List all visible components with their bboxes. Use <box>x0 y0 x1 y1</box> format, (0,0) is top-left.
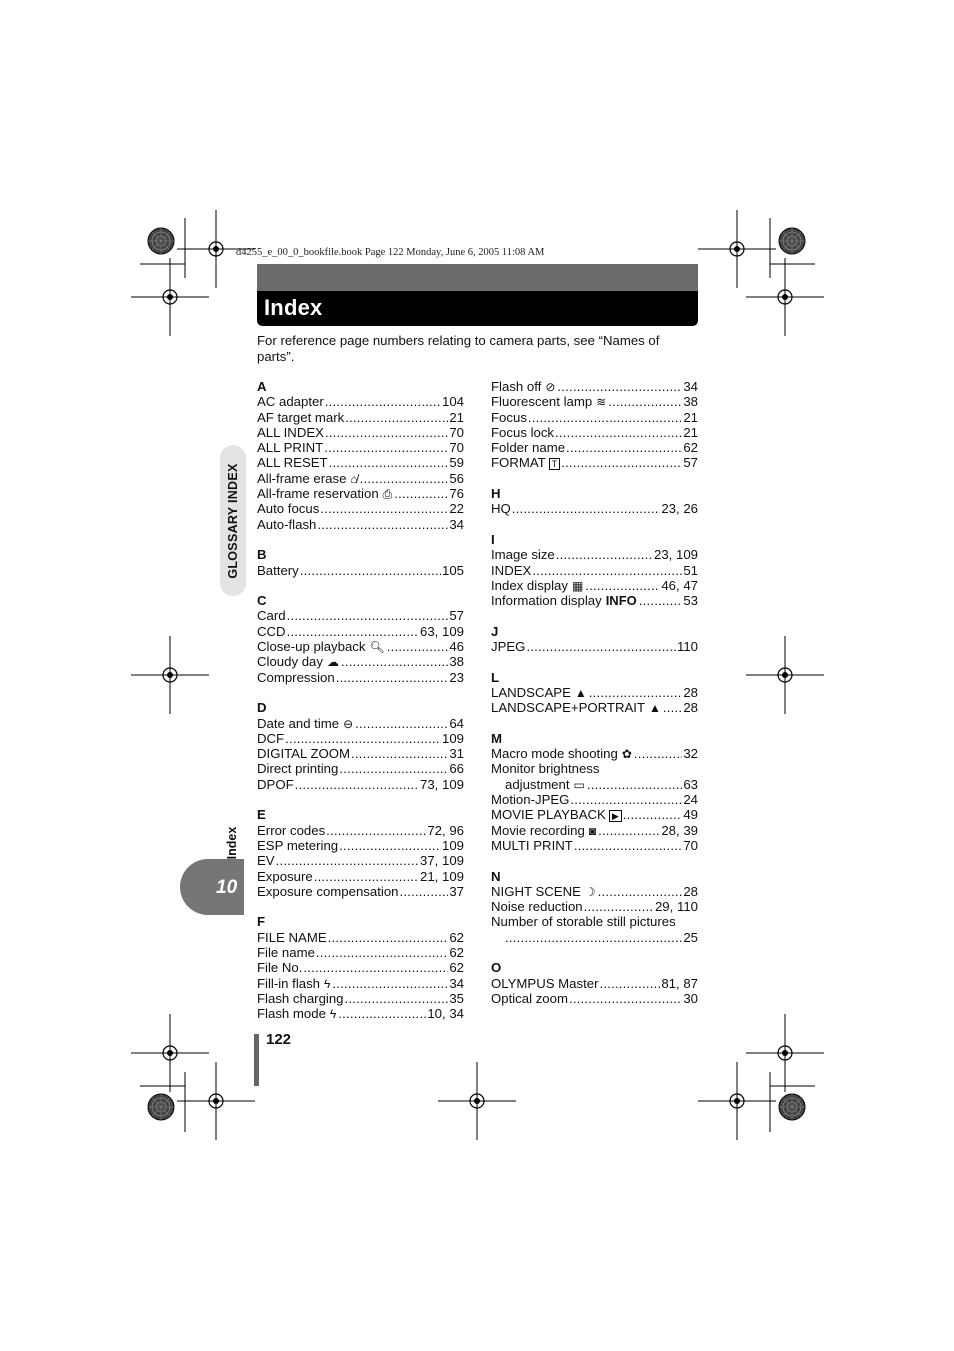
entry-label: Auto-flash <box>257 516 317 532</box>
entry-label: Number of storable still pictures <box>491 914 676 930</box>
index-entry[interactable] <box>257 945 464 960</box>
entry-page: 66 <box>449 761 464 777</box>
entry-page: 28, 39 <box>661 822 698 838</box>
entry-icon: ▭ <box>573 777 585 792</box>
entry-icon: ϟ <box>324 976 331 991</box>
index-section <box>491 670 698 716</box>
entry-label: DPOF <box>257 776 294 792</box>
index-entry[interactable] <box>257 761 464 776</box>
leader-dots <box>399 884 448 899</box>
index-entry[interactable] <box>491 578 698 593</box>
entry-icon: ▦ <box>571 578 584 593</box>
entry-label: Exposure compensation <box>257 883 399 899</box>
entry-page: 81, 87 <box>661 975 698 991</box>
index-entry[interactable] <box>491 501 698 516</box>
leader-dots <box>276 853 419 868</box>
leader-dots <box>587 777 682 792</box>
entry-icon: ◙ <box>588 823 597 838</box>
leader-dots <box>505 930 682 945</box>
index-entry[interactable] <box>491 379 698 394</box>
entry-label: Monitor brightness <box>491 761 600 777</box>
entry-page: 57 <box>449 608 464 624</box>
index-section <box>257 807 464 899</box>
entry-icon: ☁ <box>326 655 339 670</box>
leader-dots <box>326 823 426 838</box>
leader-dots <box>561 455 682 470</box>
entry-icon: ϟ <box>329 1007 337 1022</box>
entry-label: Information display <box>491 593 602 609</box>
index-entry[interactable] <box>491 807 698 822</box>
chapter-number: 10 <box>216 877 238 898</box>
index-entry[interactable] <box>257 425 464 440</box>
entry-label: FORMAT <box>491 455 546 471</box>
index-entry[interactable] <box>491 700 698 715</box>
index-entry[interactable] <box>257 517 464 532</box>
leader-dots <box>557 379 682 394</box>
index-entry[interactable] <box>257 455 464 470</box>
entry-page: 109 <box>441 730 464 746</box>
leader-dots <box>316 945 448 960</box>
entry-label: Error codes <box>257 822 326 838</box>
leader-dots <box>314 869 419 884</box>
entry-icon: ▲ <box>649 701 661 716</box>
index-entry[interactable] <box>257 639 464 654</box>
index-entry[interactable] <box>491 838 698 853</box>
section-letter: O <box>491 960 502 976</box>
entry-icon: ⌂̸ <box>350 471 358 486</box>
index-entry[interactable] <box>491 930 698 945</box>
entry-page: 32 <box>683 746 698 762</box>
entry-page: 37, 109 <box>420 853 464 869</box>
entry-page: 38 <box>449 654 464 670</box>
index-entry[interactable] <box>257 1006 464 1021</box>
leader-dots <box>339 838 441 853</box>
index-entry[interactable] <box>491 410 698 425</box>
entry-label: Card <box>257 608 286 624</box>
entry-page: 62 <box>449 929 464 945</box>
leader-dots <box>599 976 660 991</box>
entry-page: 25 <box>683 929 698 945</box>
glossary-index-tab[interactable] <box>220 445 246 596</box>
side-index-label <box>219 828 245 858</box>
leader-dots <box>585 578 660 593</box>
entry-page: 110 <box>676 639 698 655</box>
entry-page: 104 <box>441 394 464 410</box>
section-letter: L <box>491 669 500 685</box>
leader-dots <box>295 777 419 792</box>
entry-label: AC adapter <box>257 394 324 410</box>
leader-dots <box>555 425 682 440</box>
leader-dots <box>574 838 683 853</box>
entry-label: DIGITAL ZOOM <box>257 746 351 762</box>
entry-icon: ⊘ <box>545 380 556 394</box>
entry-label: Optical zoom <box>491 990 568 1006</box>
index-entry[interactable] <box>257 869 464 884</box>
index-entry[interactable] <box>257 670 464 685</box>
index-entry[interactable] <box>491 394 698 409</box>
entry-label: Battery <box>257 562 299 578</box>
entry-label: LANDSCAPE+PORTRAIT <box>491 700 646 716</box>
leader-dots <box>300 563 441 578</box>
entry-page: 62 <box>449 960 464 976</box>
leader-dots <box>532 563 682 578</box>
leader-dots <box>329 455 449 470</box>
entry-page: 10, 34 <box>427 1006 464 1022</box>
entry-label: Close-up playback <box>257 639 366 655</box>
leader-dots <box>556 547 653 562</box>
entry-label: Index display <box>491 577 568 593</box>
entry-label: Movie recording <box>491 822 585 838</box>
entry-label: LANDSCAPE <box>491 684 571 700</box>
index-section <box>491 869 698 945</box>
index-section <box>491 960 698 1006</box>
intro-text: For reference page numbers relating to camera parts, see “Names of parts”. <box>257 333 660 364</box>
section-letter: A <box>257 379 267 394</box>
entry-label: All-frame erase <box>257 470 347 486</box>
index-entry[interactable] <box>491 685 698 700</box>
entry-label: Image size <box>491 547 555 563</box>
index-entry[interactable] <box>257 563 464 578</box>
leader-dots <box>336 670 449 685</box>
chapter-tab[interactable] <box>180 859 244 915</box>
entry-label: ALL RESET <box>257 455 328 471</box>
leader-dots <box>328 930 449 945</box>
leader-dots <box>360 471 449 486</box>
index-entry[interactable] <box>257 486 464 501</box>
leader-dots <box>569 991 682 1006</box>
entry-page: 21 <box>683 424 698 440</box>
glossary-index-tab-label: GLOSSARY INDEX <box>226 462 240 579</box>
entry-label: Motion-JPEG <box>491 792 570 808</box>
entry-page: 24 <box>683 792 698 808</box>
entry-page: 23, 109 <box>654 547 698 563</box>
index-entry[interactable] <box>491 777 698 792</box>
index-entry[interactable] <box>257 960 464 975</box>
section-letter: B <box>257 547 267 563</box>
entry-page: 23, 26 <box>661 501 698 517</box>
page-title: Index <box>264 295 323 320</box>
index-entry[interactable] <box>491 639 698 654</box>
entry-page: 62 <box>683 440 698 456</box>
entry-label: HQ <box>491 501 511 517</box>
entry-page: 73, 109 <box>420 776 464 792</box>
index-column-left <box>257 379 464 1037</box>
leader-dots <box>570 792 682 807</box>
entry-page: 53 <box>683 593 698 609</box>
entry-icon: ⊖ <box>343 716 354 731</box>
index-entry[interactable] <box>257 930 464 945</box>
entry-icon: ▶ <box>609 810 622 822</box>
leader-dots <box>526 639 676 654</box>
entry-page: 63, 109 <box>420 623 464 639</box>
entry-label: Flash mode <box>257 1006 326 1022</box>
entry-page: 34 <box>449 975 464 991</box>
entry-label: JPEG <box>491 639 526 655</box>
entry-page: 46, 47 <box>661 577 698 593</box>
title-bar-bottom <box>257 291 698 326</box>
leader-dots <box>355 716 448 731</box>
entry-label: Compression <box>257 669 335 685</box>
leader-dots <box>598 823 660 838</box>
leader-dots <box>394 486 448 501</box>
index-entry[interactable] <box>491 593 698 608</box>
section-letter: E <box>257 807 266 823</box>
index-section <box>257 700 464 792</box>
index-column-right <box>491 379 698 1021</box>
entry-page: 57 <box>683 455 698 471</box>
index-entry[interactable] <box>257 471 464 486</box>
entry-label: File name <box>257 944 315 960</box>
entry-page: 49 <box>683 807 698 823</box>
entry-page: 21, 109 <box>420 868 464 884</box>
page-number-bar <box>254 1034 259 1086</box>
index-section <box>257 547 464 578</box>
index-entry[interactable] <box>257 731 464 746</box>
entry-label: Fluorescent lamp <box>491 394 593 410</box>
entry-label: ALL PRINT <box>257 440 324 456</box>
entry-page: 34 <box>449 516 464 532</box>
file-header: d4255_e_00_0_bookfile.book Page 122 Monday, June 6, 2005 11:08 AM <box>236 247 545 258</box>
entry-label: NIGHT SCENE <box>491 883 581 899</box>
entry-page: 62 <box>449 944 464 960</box>
entry-page: 70 <box>449 424 464 440</box>
leader-dots <box>345 991 449 1006</box>
leader-dots <box>634 746 682 761</box>
leader-dots <box>608 394 682 409</box>
index-entry[interactable] <box>491 761 698 776</box>
index-entry[interactable] <box>491 914 698 929</box>
entry-page: 23 <box>449 669 464 685</box>
index-entry[interactable] <box>257 746 464 761</box>
entry-icon: ≋ <box>596 395 607 410</box>
entry-icon: 🔍︎ <box>369 640 385 655</box>
entry-label: Folder name <box>491 440 566 456</box>
entry-page: 72, 96 <box>427 822 464 838</box>
leader-dots <box>345 410 448 425</box>
title-bar <box>257 264 698 326</box>
index-entry[interactable] <box>257 716 464 731</box>
entry-page: 51 <box>683 562 698 578</box>
index-section <box>491 532 698 608</box>
entry-page: 105 <box>441 562 464 578</box>
entry-label: Focus <box>491 409 527 425</box>
entry-page: 21 <box>683 409 698 425</box>
entry-page: 64 <box>449 715 464 731</box>
entry-page: 63 <box>683 776 698 792</box>
entry-page: 28 <box>683 883 698 899</box>
leader-dots <box>303 960 448 975</box>
entry-label: EV <box>257 853 275 869</box>
entry-label: CCD <box>257 623 286 639</box>
leader-dots <box>623 807 683 822</box>
entry-page: 56 <box>449 470 464 486</box>
entry-page: 37 <box>449 883 464 899</box>
entry-label: DCF <box>257 730 285 746</box>
entry-icon: ☽ <box>584 884 596 899</box>
title-bar-top <box>257 264 698 291</box>
index-entry[interactable] <box>257 976 464 991</box>
index-section <box>491 624 698 655</box>
leader-dots <box>287 608 449 623</box>
index-entry[interactable] <box>491 976 698 991</box>
leader-dots <box>285 731 441 746</box>
leader-dots <box>663 700 682 715</box>
index-entry[interactable] <box>491 455 698 470</box>
entry-page: 59 <box>449 455 464 471</box>
leader-dots <box>639 593 683 608</box>
leader-dots <box>584 899 654 914</box>
leader-dots <box>339 761 448 776</box>
entry-label: Cloudy day <box>257 654 323 670</box>
index-entry[interactable] <box>491 440 698 455</box>
index-entry[interactable] <box>257 991 464 1006</box>
index-entry[interactable] <box>491 547 698 562</box>
entry-label: Fill-in flash <box>257 975 321 991</box>
leader-dots <box>598 884 683 899</box>
index-section <box>257 914 464 1021</box>
entry-label: Macro mode shooting <box>491 746 618 762</box>
entry-page: 38 <box>683 394 698 410</box>
entry-label: AF target mark <box>257 409 345 425</box>
leader-dots <box>324 440 448 455</box>
entry-label: MOVIE PLAYBACK <box>491 807 606 823</box>
index-entry[interactable] <box>491 991 698 1006</box>
leader-dots <box>512 501 661 516</box>
index-entry[interactable] <box>257 501 464 516</box>
entry-page: 70 <box>683 837 698 853</box>
leader-dots <box>332 976 448 991</box>
index-entry[interactable] <box>491 884 698 899</box>
entry-page: 30 <box>683 990 698 1006</box>
page-number: 122 <box>266 1031 292 1048</box>
entry-page: 46 <box>449 639 464 655</box>
entry-page: 70 <box>449 440 464 456</box>
index-entry[interactable] <box>257 823 464 838</box>
leader-dots <box>351 746 448 761</box>
index-section <box>257 379 464 532</box>
entry-page: 35 <box>449 990 464 1006</box>
leader-dots <box>287 624 419 639</box>
entry-label: Noise reduction <box>491 899 583 915</box>
entry-page: 34 <box>683 379 698 394</box>
entry-icon: ▲ <box>574 685 587 700</box>
leader-dots <box>566 440 682 455</box>
index-entry[interactable] <box>257 410 464 425</box>
leader-dots <box>320 501 448 516</box>
index-entry[interactable] <box>257 884 464 899</box>
index-entry[interactable] <box>257 654 464 669</box>
entry-label: OLYMPUS Master <box>491 975 599 991</box>
entry-label: Direct printing <box>257 761 339 777</box>
section-letter: C <box>257 593 267 609</box>
entry-icon: ✿ <box>621 747 632 762</box>
entry-label: Exposure <box>257 868 313 884</box>
entry-page: 76 <box>449 486 464 502</box>
entry-label: ESP metering <box>257 837 339 853</box>
section-letter: F <box>257 914 266 930</box>
leader-dots <box>325 394 441 409</box>
index-entry[interactable] <box>491 563 698 578</box>
entry-label: MULTI PRINT <box>491 837 573 853</box>
side-index-text: Index <box>225 826 239 860</box>
entry-label: FILE NAME <box>257 929 327 945</box>
entry-label: ALL INDEX <box>257 424 324 440</box>
index-entry[interactable] <box>257 853 464 868</box>
index-entry[interactable] <box>491 899 698 914</box>
leader-dots <box>589 685 683 700</box>
section-letter: H <box>491 486 501 502</box>
entry-label: File No. <box>257 960 303 976</box>
entry-label: Flash charging <box>257 990 344 1006</box>
section-letter: J <box>491 623 499 639</box>
leader-dots <box>387 639 449 654</box>
index-entry[interactable] <box>491 425 698 440</box>
entry-icon: T <box>549 458 561 470</box>
section-letter: N <box>491 868 501 884</box>
leader-dots <box>338 1006 426 1021</box>
index-section <box>257 593 464 685</box>
leader-dots <box>341 654 448 669</box>
index-section <box>491 486 698 517</box>
section-letter: M <box>491 730 502 746</box>
leader-dots <box>528 410 682 425</box>
entry-label: INDEX <box>491 562 532 578</box>
index-entry[interactable] <box>257 624 464 639</box>
leader-dots <box>317 517 448 532</box>
index-section <box>491 731 698 853</box>
section-letter: I <box>491 531 495 547</box>
entry-label: Flash off <box>491 379 542 394</box>
section-letter: D <box>257 700 267 716</box>
leader-dots <box>325 425 448 440</box>
entry-page: 28 <box>683 684 698 700</box>
entry-label: Date and time <box>257 715 340 731</box>
index-entry[interactable] <box>257 838 464 853</box>
index-section <box>491 379 698 471</box>
entry-page: 28 <box>683 700 698 716</box>
index-entry[interactable] <box>257 777 464 792</box>
entry-label: adjustment <box>505 776 570 792</box>
entry-page: 21 <box>449 409 464 425</box>
index-entry[interactable] <box>257 394 464 409</box>
index-entry[interactable] <box>491 746 698 761</box>
index-entry[interactable] <box>257 440 464 455</box>
entry-label: Focus lock <box>491 424 555 440</box>
index-entry[interactable] <box>491 792 698 807</box>
entry-icon: ⎙ <box>382 487 393 502</box>
entry-page: 31 <box>449 746 464 762</box>
entry-page: 109 <box>441 837 464 853</box>
entry-page: 22 <box>449 501 464 517</box>
entry-icon: INFO <box>605 593 637 609</box>
entry-label: All-frame reservation <box>257 486 379 502</box>
entry-page: 29, 110 <box>654 899 698 915</box>
entry-label: Auto focus <box>257 501 320 517</box>
index-entry[interactable] <box>491 823 698 838</box>
index-entry[interactable] <box>257 608 464 623</box>
